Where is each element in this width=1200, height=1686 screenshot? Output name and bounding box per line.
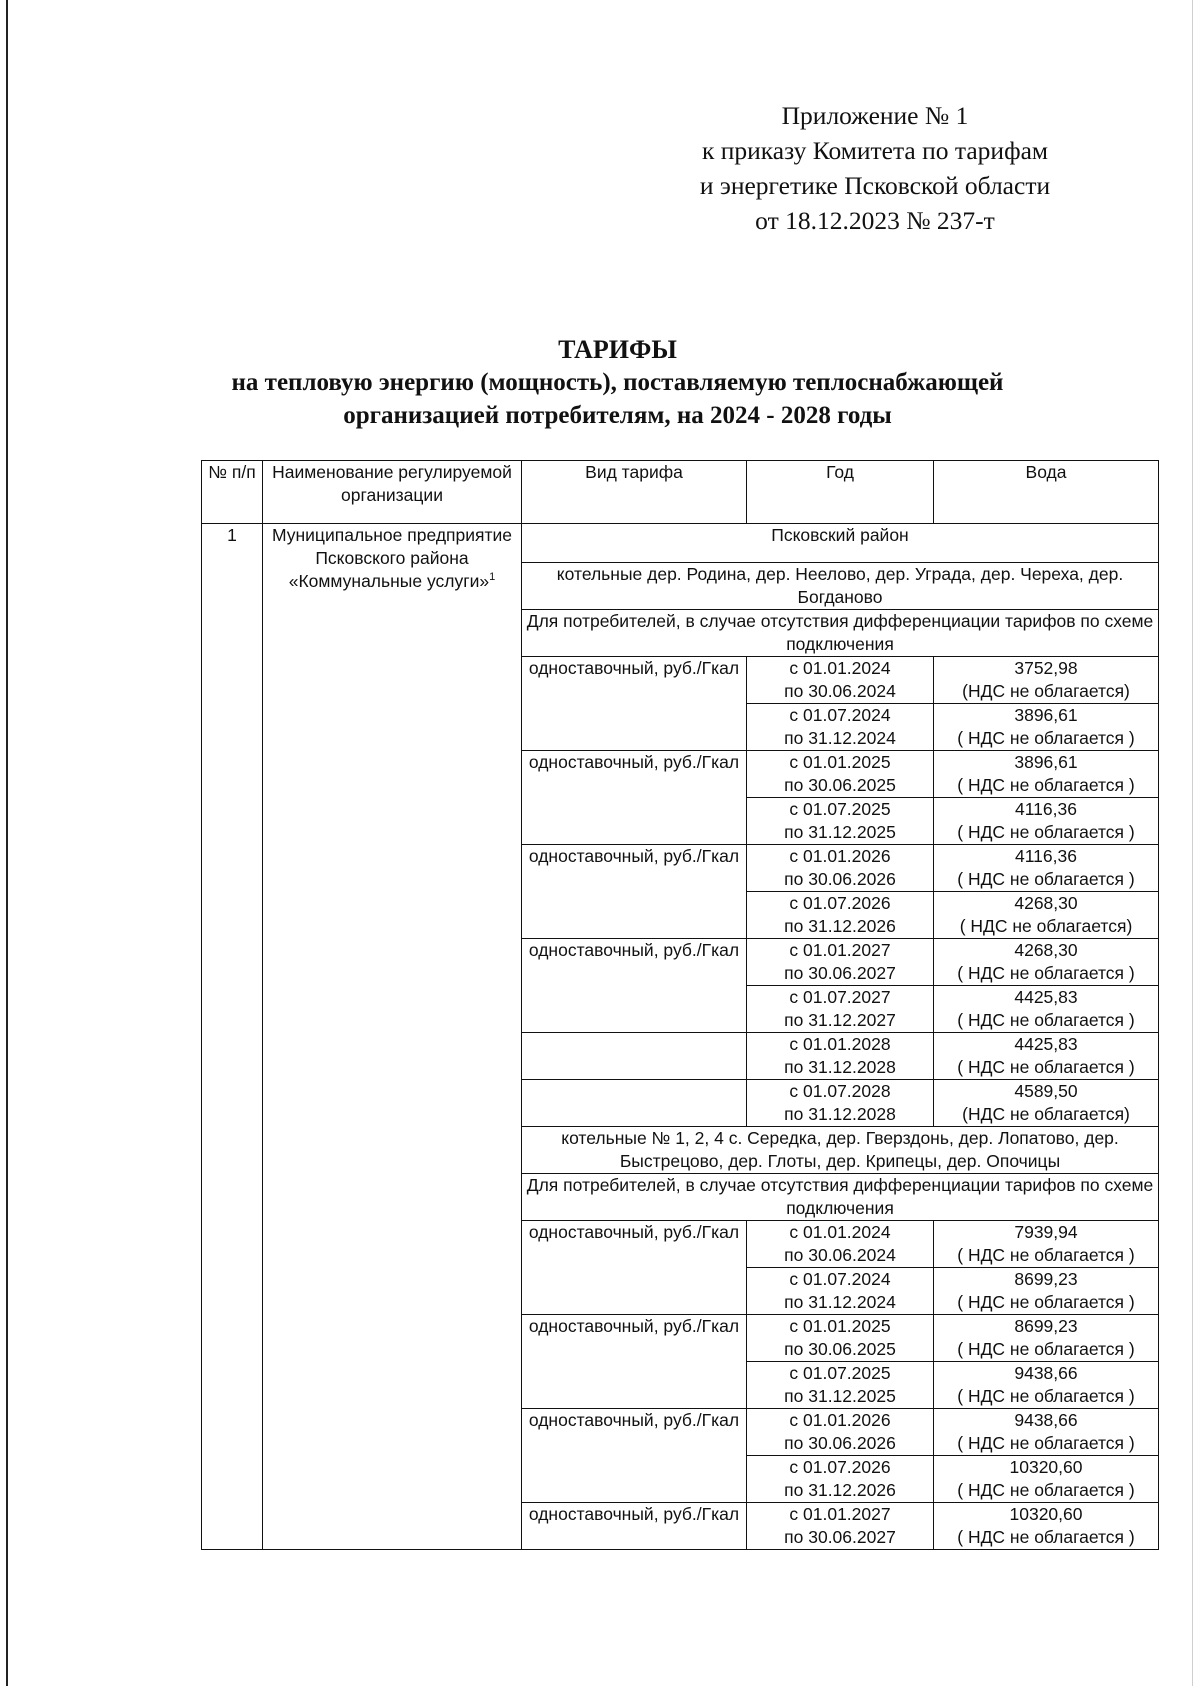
appendix-line: и энергетике Псковской области — [699, 171, 1051, 200]
period-to: по 31.12.2026 — [784, 916, 896, 936]
price-cell — [934, 1315, 1159, 1362]
header-water: Вода — [934, 461, 1159, 524]
price-value: 3896,61 — [1014, 705, 1078, 725]
price-value: 7939,94 — [1014, 1222, 1078, 1242]
period-to: по 30.06.2027 — [784, 1527, 896, 1547]
period-cell — [747, 1503, 934, 1550]
period-cell — [747, 704, 934, 751]
period-to: по 31.12.2028 — [784, 1057, 896, 1077]
period-to: по 30.06.2027 — [784, 963, 896, 983]
organization-name — [263, 524, 522, 1550]
vat-note: ( НДС не облагается ) — [957, 728, 1135, 748]
tariff-type: одноставочный, руб./Гкал — [522, 1409, 747, 1503]
period-from: с 01.01.2025 — [789, 752, 891, 772]
price-cell — [934, 939, 1159, 986]
tariff-type: одноставочный, руб./Гкал — [522, 1315, 747, 1409]
price-cell — [934, 704, 1159, 751]
price-cell — [934, 798, 1159, 845]
price-value: 9438,66 — [1014, 1363, 1078, 1383]
vat-note: ( НДС не облагается ) — [957, 1339, 1135, 1359]
period-to: по 30.06.2026 — [784, 1433, 896, 1453]
vat-note: ( НДС не облагается ) — [957, 1386, 1135, 1406]
consumer-note: Для потребителей, в случае отсутствия дифференциации тарифов по схеме подключения — [522, 1174, 1159, 1221]
tariff-type: одноставочный, руб./Гкал — [522, 751, 747, 845]
period-from: с 01.01.2027 — [789, 1504, 891, 1524]
header-year: Год — [747, 461, 934, 524]
period-cell — [747, 798, 934, 845]
tariff-type-empty — [522, 1080, 747, 1127]
period-cell — [747, 751, 934, 798]
period-to: по 31.12.2025 — [784, 1386, 896, 1406]
period-cell — [747, 1315, 934, 1362]
price-cell — [934, 751, 1159, 798]
price-value: 4589,50 — [1014, 1081, 1078, 1101]
title-line: на тепловую энергию (мощность), поставляемую теплоснабжающей — [231, 369, 1004, 396]
period-to: по 30.06.2024 — [784, 681, 896, 701]
period-from: с 01.07.2026 — [789, 1457, 891, 1477]
price-value: 9438,66 — [1014, 1410, 1078, 1430]
vat-note: ( НДС не облагается ) — [957, 1292, 1135, 1312]
period-to: по 31.12.2024 — [784, 1292, 896, 1312]
header-num: № п/п — [202, 461, 263, 524]
period-from: с 01.01.2026 — [789, 846, 891, 866]
price-value: 8699,23 — [1014, 1269, 1078, 1289]
period-cell — [747, 1033, 934, 1080]
period-from: с 01.01.2024 — [789, 1222, 891, 1242]
period-from: с 01.01.2026 — [789, 1410, 891, 1430]
vat-note: ( НДС не облагается ) — [957, 1245, 1135, 1265]
tariff-type-empty — [522, 1033, 747, 1080]
price-cell — [934, 657, 1159, 704]
organization-name-text: Муниципальное предприятие Псковского района «Коммунальные услуги» — [271, 525, 513, 591]
vat-note: ( НДС не облагается ) — [957, 1527, 1135, 1547]
period-to: по 31.12.2026 — [784, 1480, 896, 1500]
period-cell — [747, 1268, 934, 1315]
price-cell — [934, 845, 1159, 892]
vat-note: ( НДС не облагается ) — [957, 869, 1135, 889]
vat-note: (НДС не облагается) — [962, 1104, 1130, 1124]
footnote-mark: 1 — [489, 571, 496, 584]
period-cell — [747, 1456, 934, 1503]
price-cell — [934, 1409, 1159, 1456]
period-to: по 30.06.2026 — [784, 869, 896, 889]
period-from: с 01.01.2027 — [789, 940, 891, 960]
period-from: с 01.07.2025 — [789, 1363, 891, 1383]
appendix-line: Приложение № 1 — [781, 101, 969, 130]
document-title — [160, 333, 1075, 432]
boiler-group: котельные дер. Родина, дер. Неелово, дер. Уграда, дер. Череха, дер. Богданово — [522, 563, 1159, 610]
price-cell — [934, 1033, 1159, 1080]
price-value: 4116,36 — [1015, 846, 1077, 866]
period-cell — [747, 657, 934, 704]
period-from: с 01.07.2028 — [789, 1081, 891, 1101]
period-to: по 31.12.2025 — [784, 822, 896, 842]
price-value: 8699,23 — [1014, 1316, 1078, 1336]
price-value: 10320,60 — [1009, 1457, 1083, 1477]
table-header-row — [202, 461, 1159, 524]
price-cell — [934, 1080, 1159, 1127]
period-from: с 01.07.2024 — [789, 1269, 891, 1289]
period-to: по 31.12.2028 — [784, 1104, 896, 1124]
scan-edge — [6, 0, 8, 1686]
period-to: по 30.06.2024 — [784, 1245, 896, 1265]
price-cell — [934, 1362, 1159, 1409]
price-value: 10320,60 — [1009, 1504, 1083, 1524]
appendix-line: от 18.12.2023 № 237-т — [755, 206, 995, 235]
period-from: с 01.01.2025 — [789, 1316, 891, 1336]
period-cell — [747, 892, 934, 939]
period-cell — [747, 845, 934, 892]
price-cell — [934, 1456, 1159, 1503]
header-tariff-type: Вид тарифа — [522, 461, 747, 524]
period-cell — [747, 1409, 934, 1456]
tariff-type: одноставочный, руб./Гкал — [522, 845, 747, 939]
vat-note: ( НДС не облагается ) — [957, 1433, 1135, 1453]
price-value: 3752,98 — [1014, 658, 1078, 678]
price-value: 4268,30 — [1014, 940, 1078, 960]
period-to: по 31.12.2027 — [784, 1010, 896, 1030]
period-cell — [747, 1080, 934, 1127]
price-cell — [934, 1268, 1159, 1315]
period-cell — [747, 1362, 934, 1409]
consumer-note: Для потребителей, в случае отсутствия дифференциации тарифов по схеме подключения — [522, 610, 1159, 657]
price-cell — [934, 986, 1159, 1033]
title-line: организацией потребителям, на 2024 - 2028 годы — [343, 402, 892, 429]
period-from: с 01.07.2024 — [789, 705, 891, 725]
period-cell — [747, 986, 934, 1033]
period-from: с 01.07.2026 — [789, 893, 891, 913]
vat-note: ( НДС не облагается ) — [957, 775, 1135, 795]
boiler-group: котельные № 1, 2, 4 с. Середка, дер. Гверздонь, дер. Лопатово, дер. Быстрецово, дер. Глоты, дер. Крипецы, дер. Опочицы — [522, 1127, 1159, 1174]
period-from: с 01.07.2025 — [789, 799, 891, 819]
price-value: 4425,83 — [1014, 987, 1078, 1007]
price-value: 4425,83 — [1014, 1034, 1078, 1054]
title-line: ТАРИФЫ — [558, 335, 677, 364]
period-cell — [747, 1221, 934, 1268]
period-cell — [747, 939, 934, 986]
vat-note: ( НДС не облагается ) — [957, 1057, 1135, 1077]
period-from: с 01.01.2028 — [789, 1034, 891, 1054]
appendix-header — [640, 98, 1110, 238]
price-cell — [934, 1221, 1159, 1268]
period-to: по 30.06.2025 — [784, 775, 896, 795]
price-value: 3896,61 — [1014, 752, 1078, 772]
price-value: 4116,36 — [1015, 799, 1077, 819]
tariff-type: одноставочный, руб./Гкал — [522, 1503, 747, 1550]
header-org: Наименование регулируемой организации — [263, 461, 522, 524]
price-cell — [934, 892, 1159, 939]
price-cell — [934, 1503, 1159, 1550]
period-from: с 01.07.2027 — [789, 987, 891, 1007]
price-value: 4268,30 — [1014, 893, 1078, 913]
period-from: с 01.01.2024 — [789, 658, 891, 678]
period-to: по 30.06.2025 — [784, 1339, 896, 1359]
period-to: по 31.12.2024 — [784, 728, 896, 748]
vat-note: ( НДС не облагается ) — [957, 822, 1135, 842]
vat-note: ( НДС не облагается) — [959, 916, 1133, 936]
tariff-type: одноставочный, руб./Гкал — [522, 657, 747, 751]
tariff-type: одноставочный, руб./Гкал — [522, 1221, 747, 1315]
table-row — [202, 524, 1159, 563]
vat-note: ( НДС не облагается ) — [957, 963, 1135, 983]
vat-note: ( НДС не облагается ) — [957, 1480, 1135, 1500]
vat-note: (НДС не облагается) — [962, 681, 1130, 701]
district-name: Псковский район — [522, 524, 1159, 563]
row-number: 1 — [202, 524, 263, 1550]
tariff-table — [201, 460, 1159, 1550]
scan-edge-right — [1192, 0, 1193, 1686]
vat-note: ( НДС не облагается ) — [957, 1010, 1135, 1030]
tariff-type: одноставочный, руб./Гкал — [522, 939, 747, 1033]
appendix-line: к приказу Комитета по тарифам — [701, 136, 1049, 165]
